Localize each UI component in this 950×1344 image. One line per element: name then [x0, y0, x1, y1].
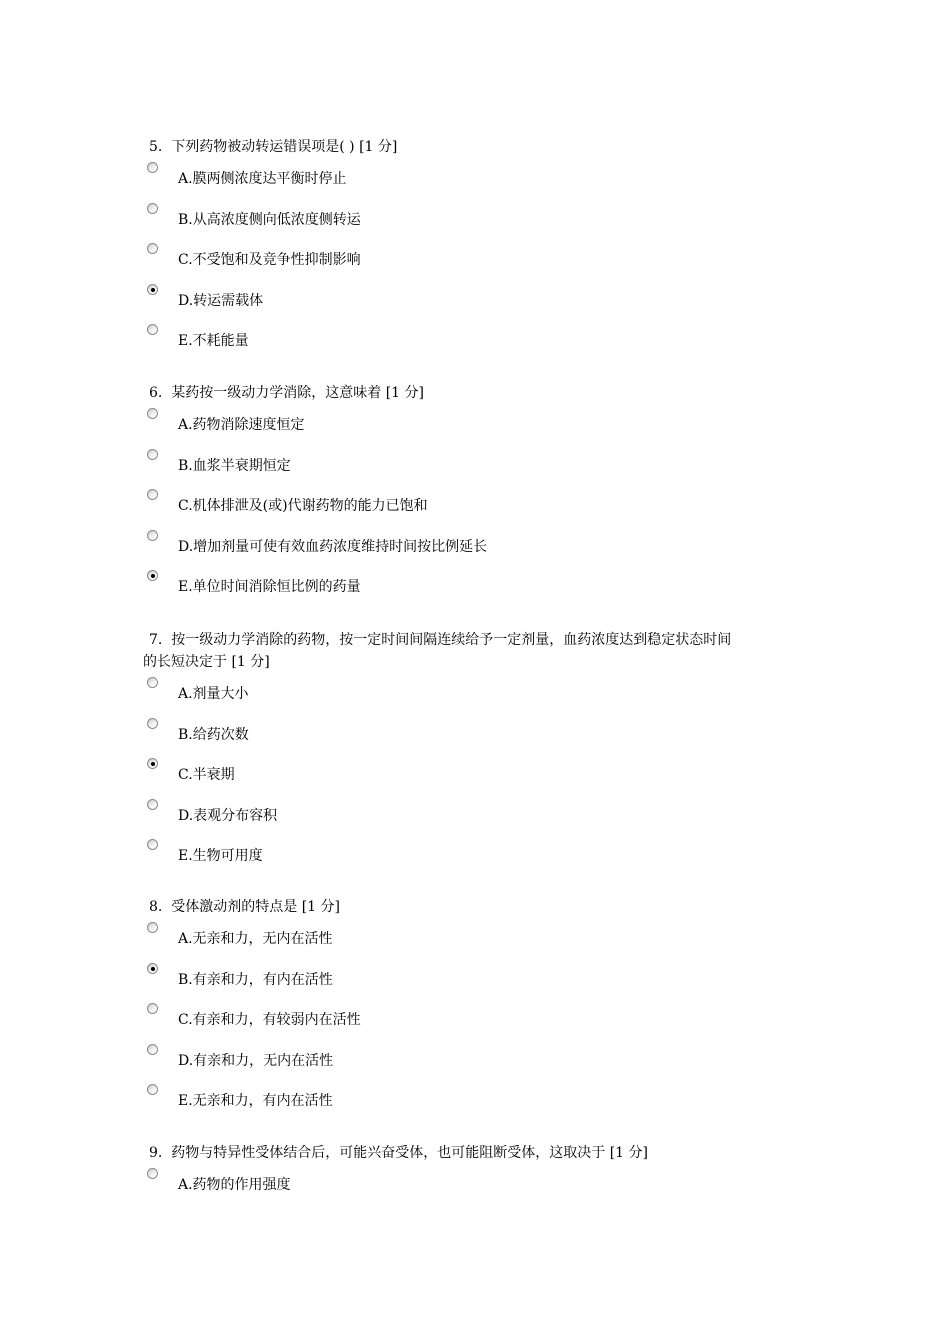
- option-d[interactable]: [143, 530, 815, 571]
- radio-button[interactable]: [147, 1003, 158, 1014]
- option-label: D.增加剂量可使有效血药浓度维持时间按比例延长: [178, 538, 488, 555]
- option-label: A.无亲和力，无内在活性: [178, 931, 333, 947]
- radio-button[interactable]: [147, 203, 158, 214]
- radio-button[interactable]: [147, 449, 158, 460]
- option-label: E.单位时间消除恒比例的药量: [178, 579, 361, 596]
- question-5: [143, 136, 815, 365]
- option-label: A.药物的作用强度: [178, 1177, 291, 1193]
- option-e[interactable]: [143, 570, 815, 611]
- option-label: E.无亲和力，有内在活性: [178, 1093, 333, 1110]
- option-label: B.从高浓度侧向低浓度侧转运: [178, 211, 361, 228]
- option-label: E.不耗能量: [178, 333, 249, 350]
- option-e[interactable]: [143, 324, 815, 365]
- option-label: B.有亲和力，有内在活性: [178, 971, 333, 988]
- radio-button[interactable]: [147, 570, 158, 581]
- option-d[interactable]: [143, 284, 815, 325]
- option-c[interactable]: [143, 1003, 815, 1044]
- option-label: C.不受饱和及竞争性抑制影响: [178, 252, 361, 269]
- option-c[interactable]: [143, 758, 815, 799]
- radio-button[interactable]: [147, 530, 158, 541]
- option-c[interactable]: [143, 489, 815, 530]
- radio-button[interactable]: [147, 489, 158, 500]
- radio-button[interactable]: [147, 243, 158, 254]
- option-label: B.血浆半衰期恒定: [178, 457, 291, 474]
- option-label: D.转运需载体: [178, 292, 264, 309]
- option-list: [143, 677, 815, 880]
- option-label: C.半衰期: [178, 767, 235, 784]
- option-label: D.表观分布容积: [178, 807, 278, 824]
- option-a[interactable]: [143, 408, 815, 449]
- option-list: [143, 922, 815, 1125]
- option-label: A.药物消除速度恒定: [178, 417, 305, 433]
- question-stem: 8. 受体激动剂的特点是 [1 分]: [149, 899, 340, 915]
- option-label: B.给药次数: [178, 726, 249, 743]
- question-8: [143, 896, 815, 1125]
- option-b[interactable]: [143, 449, 815, 490]
- radio-button[interactable]: [147, 1084, 158, 1095]
- option-a[interactable]: [143, 677, 815, 718]
- radio-button[interactable]: [147, 162, 158, 173]
- question-stem: 5. 下列药物被动转运错误项是( ) [1 分]: [149, 139, 398, 155]
- radio-button[interactable]: [147, 1044, 158, 1055]
- option-a[interactable]: [143, 922, 815, 963]
- option-c[interactable]: [143, 243, 815, 284]
- option-e[interactable]: [143, 839, 815, 880]
- option-a[interactable]: [143, 1168, 815, 1209]
- option-list: [143, 408, 815, 611]
- question-stem-line-1: 7. 按一级动力学消除的药物，按一定时间间隔连续给予一定剂量，血药浓度达到稳定状态时间: [149, 632, 732, 648]
- option-label: C.有亲和力，有较弱内在活性: [178, 1012, 361, 1029]
- radio-button[interactable]: [147, 324, 158, 335]
- option-label: D.有亲和力，无内在活性: [178, 1052, 334, 1069]
- option-d[interactable]: [143, 799, 815, 840]
- radio-button[interactable]: [147, 718, 158, 729]
- option-b[interactable]: [143, 718, 815, 759]
- option-b[interactable]: [143, 203, 815, 244]
- question-stem: 9. 药物与特异性受体结合后，可能兴奋受体，也可能阻断受体，这取决于 [1 分]: [149, 1145, 648, 1161]
- option-label: E.生物可用度: [178, 848, 263, 865]
- radio-button[interactable]: [147, 963, 158, 974]
- option-list: [143, 162, 815, 365]
- option-a[interactable]: [143, 162, 815, 203]
- option-b[interactable]: [143, 963, 815, 1004]
- option-e[interactable]: [143, 1084, 815, 1125]
- question-9: [143, 1142, 815, 1209]
- option-label: C.机体排泄及(或)代谢药物的能力已饱和: [178, 498, 428, 515]
- radio-button[interactable]: [147, 922, 158, 933]
- radio-button[interactable]: [147, 758, 158, 769]
- radio-button[interactable]: [147, 799, 158, 810]
- radio-button[interactable]: [147, 284, 158, 295]
- question-6: [143, 382, 815, 611]
- question-stem: 6. 某药按一级动力学消除，这意味着 [1 分]: [149, 385, 424, 401]
- option-label: A.膜两侧浓度达平衡时停止: [178, 171, 347, 187]
- option-d[interactable]: [143, 1044, 815, 1085]
- option-list: [143, 1168, 815, 1209]
- option-label: A.剂量大小: [178, 686, 249, 702]
- radio-button[interactable]: [147, 1168, 158, 1179]
- radio-button[interactable]: [147, 839, 158, 850]
- radio-button[interactable]: [147, 677, 158, 688]
- radio-button[interactable]: [147, 408, 158, 419]
- question-stem-line-2: 的长短决定于 [1 分]: [143, 654, 270, 670]
- question-7: [143, 629, 815, 880]
